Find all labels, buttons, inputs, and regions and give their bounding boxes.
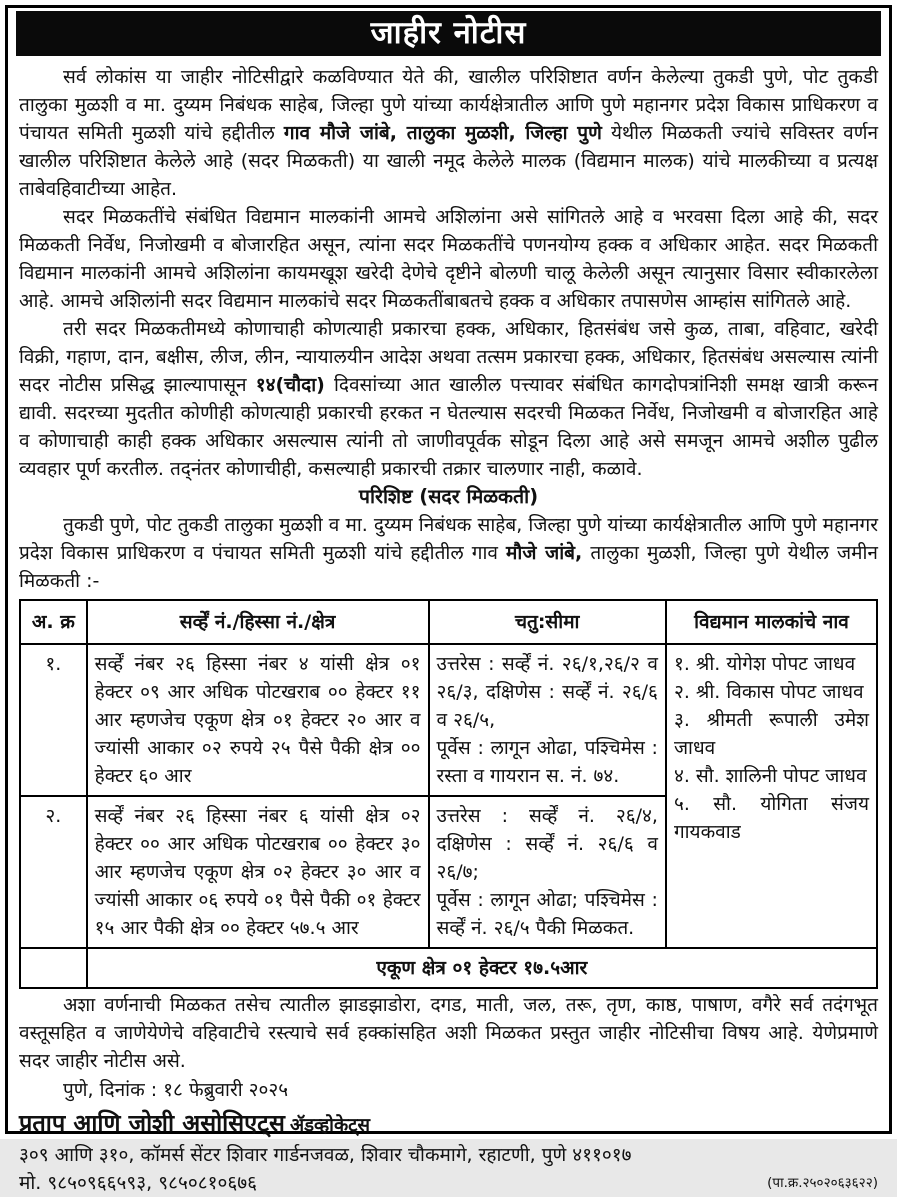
objection-paragraph <box>19 315 878 483</box>
header-survey-no: सर्व्हें नं./हिस्सा नं./क्षेत्र <box>87 600 429 644</box>
row2-boundaries <box>429 796 666 948</box>
appendix-heading: परिशिष्ट (सदर मिळकती) <box>358 485 539 508</box>
objection-text-pre: तरी सदर मिळकतीमध्ये कोणाचाही कोणत्याही प्रकारचा हक्क, अधिकार, हितसंबंध जसे कुळ, ताबा, वहिवाट, खरेदी विक्री, गहाण, दान, बक्षीस, लीज, लीन, न्यायालयीन आदेश अथवा तत्सम प्रकारचा हक्क, अधिकार, हितसंबंध असल्यास त्यांनी सदर नोटीस प्रसिद्ध झाल्यापासून <box>19 318 878 396</box>
firm-address: ३०९ आणि ३१०, कॉमर्स सेंटर शिवार गार्डनजवळ, शिवार चौकमागे, रहाटणी, पुणे ४११०१७ <box>19 1144 632 1166</box>
owners-assurance-paragraph: सदर मिळकतींचे संबंधित विद्यमान मालकांनी आमचे अशिलांना असे सांगितले आहे व भरवसा दिला आहे की, सदर मिळकती निर्वेध, निजोखमी व बोजारहित असून, त्यांना सदर मिळकतींचे पणनयोग्य हक्क व अधिकार आहेत. सदर मिळकती विद्यमान मालकांनी आमचे अशिलांना कायमखूश खरेदी देणेचे दृष्टीने बोलणी चालू केलेली असून त्यानुसार विसार स्वीकारलेला आहे. आमचे अशिलांनी सदर विद्यमान मालकांचे सदर मिळकतींबाबतचे हक्क व अधिकार तपासणेस आम्हांस सांगितले आहे. <box>19 206 878 312</box>
reference-number: (पा.क्र.२५०२०६३६२२) <box>767 1175 878 1191</box>
row1-serial: १. <box>20 644 87 796</box>
owners-cell <box>666 644 877 948</box>
date-line: पुणे, दिनांक : १८ फेब्रुवारी २०२५ <box>63 1079 289 1101</box>
row2-boundary-east-west: पूर्वेस : लागून ओढा; पश्चिमेस : सर्व्हें नं. २६/५ पैकी मिळकत. <box>436 889 658 939</box>
firm-suffix: ॲडव्होकेट्स <box>289 1115 371 1136</box>
total-row-empty-cell <box>20 948 87 988</box>
appendix-intro-post: तालुका मुळशी, जिल्हा पुणे येथील जमीन मिळकती :- <box>19 542 878 592</box>
header-serial-no: अ. क्र <box>20 600 87 644</box>
owner-name: ३. श्रीमती रूपाली उमेश जाधव <box>673 709 869 759</box>
appendix-intro-paragraph <box>19 511 878 595</box>
row2-survey-detail: सर्व्हें नंबर २६ हिस्सा नंबर ६ यांसी क्षेत्र ०२ हेक्टर ०० आर अधिक पोटखराब ०० हेक्टर ३० आर म्हणजेच एकूण क्षेत्र ०२ हेक्टर ३० आर व ज्यांसी आकार ०६ रुपये ०१ पैसे पैकी ०१ हेक्टर १५ आर पैकी क्षेत्र ०० हेक्टर ५७.५ आर <box>87 796 429 948</box>
total-area: एकूण क्षेत्र ०१ हेक्टर १७.५आर <box>87 948 877 988</box>
header-owners: विद्यमान मालकांचे नाव <box>666 600 877 644</box>
owner-name: २. श्री. विकास पोपट जाधव <box>673 681 864 703</box>
table-header-row <box>20 600 877 644</box>
days-count-bold: १४(चौदा) <box>255 374 325 396</box>
intro-text-post: येथील मिळकती ज्यांचे सविस्तर वर्णन खालील परिशिष्टात केलेले आहे (सदर मिळकती) या खाली नमूद केलेले मालक (विद्यमान मालक) यांचे मालकीच्या व प्रत्यक्ष ताबेवहिवाटीच्या आहेत. <box>19 122 878 200</box>
row2-serial: २. <box>20 796 87 948</box>
row1-boundary-east-west: पूर्वेस : लागून ओढा, पश्चिमेस : रस्ता व गायरान स. नं. ७४. <box>436 737 658 787</box>
intro-text-pre: सर्व लोकांस या जाहीर नोटिसीद्वारे कळविण्यात येते की, खालील परिशिष्टात वर्णन केलेल्या तुकडी पुणे, पोट तुकडी तालुका मुळशी व मा. दुय्यम निबंधक साहेब, जिल्हा पुणे यांच्या कार्यक्षेत्रातील आणि पुणे महानगर प्रदेश विकास प्राधिकरण व पंचायत समिती मुळशी यांचे हद्दीतील <box>19 66 878 144</box>
closing-paragraph: अशा वर्णनाची मिळकत तसेच त्यातील झाडझाडोरा, दगड, माती, जल, तरू, तृण, काष्ठ, पाषाण, वगैरे सर्व तदंगभूत वस्तूसहित व जाणेयेणेचे वहिवाटीचे रस्त्याचे सर्व हक्कांसहित अशी मिळकत प्रस्तुत जाहीर नोटिसीचा विषय आहे. येणेप्रमाणे सदर जाहीर नोटीस असे. <box>19 994 878 1072</box>
notice-frame <box>5 5 892 1194</box>
objection-text-post: दिवसांच्या आत खालील पत्त्यावर संबंधित कागदोपत्रांनिशी समक्ष खात्री करून द्यावी. सदरच्या मुदतीत कोणीही कोणत्याही प्रकारची हरकत न घेतल्यास सदरची मिळकत निर्वेध, निजोखमी व बोजारहित आहे व कोणाचाही काही हक्क अधिकार असल्यास त्यांनी तो जाणीवपूर्वक सोडून दिला आहे असे समजून आमचे अशील पुढील व्यवहार पूर्ण करतील. तद्नंतर कोणाचीही, कसल्याही प्रकारची तक्रार चालणार नाही, कळावे. <box>19 374 878 480</box>
row1-boundaries <box>429 644 666 796</box>
property-table <box>19 599 878 989</box>
appendix-village-bold: मौजे जांबे, <box>506 542 583 564</box>
notice-title: जाहीर नोटीस <box>370 15 527 51</box>
table-total-row <box>20 948 877 988</box>
header-boundaries: चतु:सीमा <box>429 600 666 644</box>
notice-title-banner <box>16 11 881 56</box>
owner-name: १. श्री. योगेश पोपट जाधव <box>673 653 856 675</box>
firm-name-line <box>19 1107 878 1142</box>
row1-boundary-north-south: उत्तरेस : सर्व्हें नं. २६/१,२६/२ व २६/३, दक्षिणेस : सर्व्हें नं. २६/६ व २६/५, <box>436 653 658 731</box>
owner-name: ५. सौ. योगिता संजय गायकवाड <box>673 793 869 843</box>
table-row <box>20 644 877 796</box>
owner-name: ४. सौ. शालिनी पोपट जाधव <box>673 765 867 787</box>
village-name-bold: गाव मौजे जांबे, तालुका मुळशी, जिल्हा पुणे <box>283 122 602 144</box>
firm-name: प्रताप आणि जोशी असोसिएट्स <box>19 1109 285 1137</box>
phone-ref-row <box>19 1169 878 1197</box>
row2-boundary-north-south: उत्तरेस : सर्व्हें नं. २६/४, दक्षिणेस : सर्व्हें नं. २६/६ व २६/७; <box>436 805 658 883</box>
appendix-intro-pre: तुकडी पुणे, पोट तुकडी तालुका मुळशी व मा. दुय्यम निबंधक साहेब, जिल्हा पुणे यांच्या कार्यक्षेत्रातील आणि पुणे महानगर प्रदेश विकास प्राधिकरण व पंचायत समिती मुळशी यांचे हद्दीतील गाव <box>19 514 878 564</box>
firm-phone: मो. ९८५०९६६५९३, ९८५०८१०६७६ <box>19 1172 258 1194</box>
row1-survey-detail: सर्व्हें नंबर २६ हिस्सा नंबर ४ यांसी क्षेत्र ०१ हेक्टर ०९ आर अधिक पोटखराब ०० हेक्टर ११ आर म्हणजेच एकूण क्षेत्र ०१ हेक्टर २० आर व ज्यांसी आकार ०२ रुपये २५ पैसे पैकी क्षेत्र ०० हेक्टर ६० आर <box>87 644 429 796</box>
intro-paragraph <box>19 63 878 203</box>
